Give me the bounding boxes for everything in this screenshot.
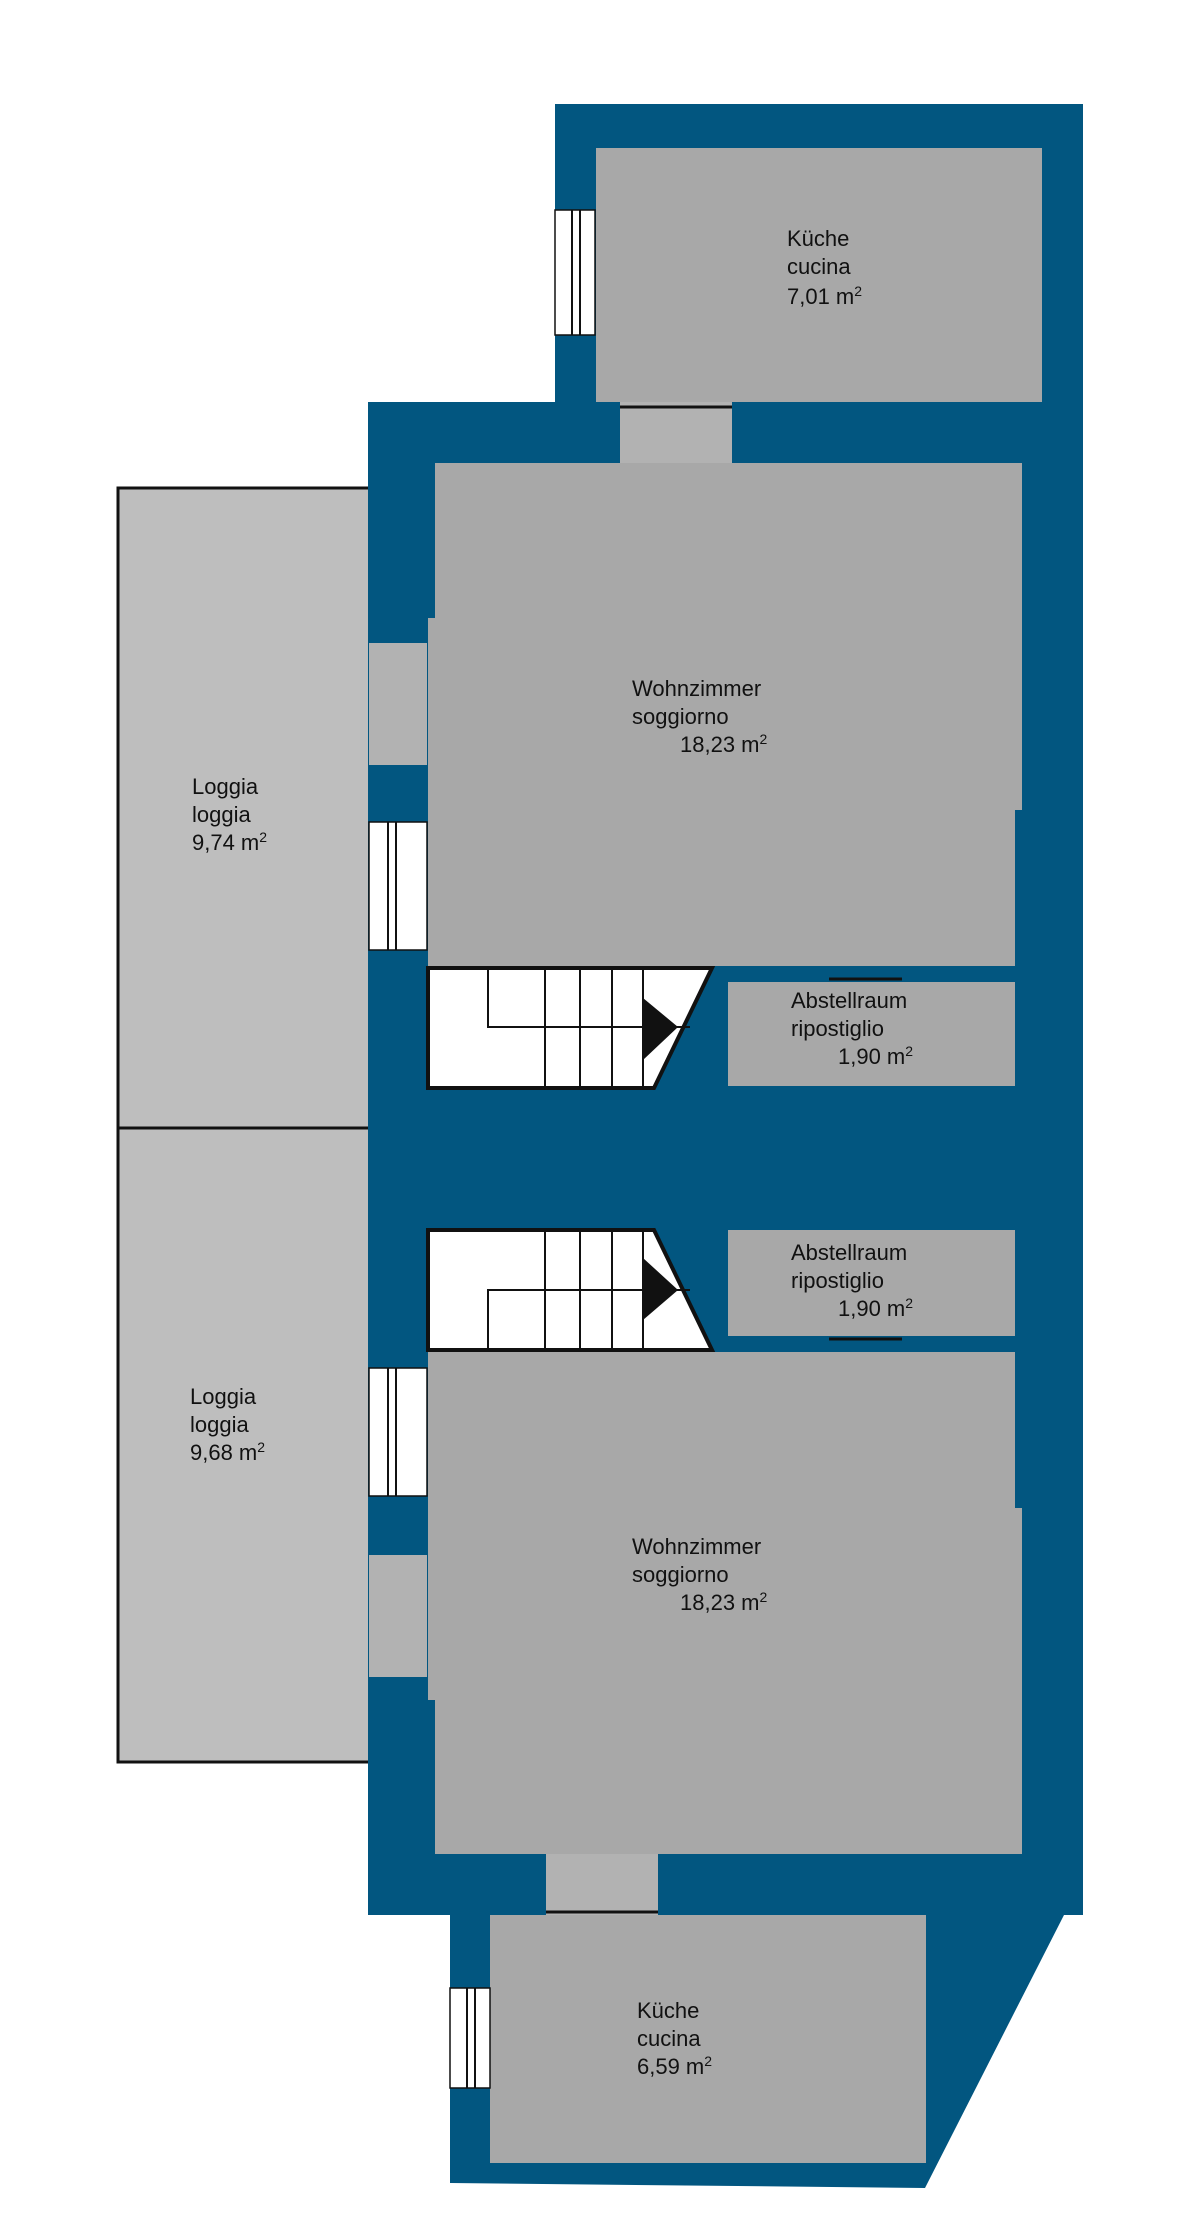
room-name-de: Küche — [787, 226, 850, 251]
svg-text:Küche — [637, 1998, 699, 2023]
room-name-de: Abstellraum — [791, 1240, 908, 1265]
svg-text:Abstellraum — [791, 988, 907, 1013]
room-kitchen-bottom — [490, 1915, 926, 2163]
room-name-it: loggia — [190, 1412, 249, 1437]
room-area: 1,90 m — [838, 1044, 906, 1069]
svg-text:Loggia — [190, 1384, 257, 1409]
svg-text:soggiorno — [632, 704, 729, 729]
svg-text:1,90 m2 — [838, 1043, 913, 1069]
room-area: 7,01 m — [787, 284, 855, 309]
window-kitchen-top — [555, 210, 595, 335]
area-unit-superscript: 2 — [905, 1295, 914, 1311]
room-area: 9,68 m — [190, 1440, 258, 1465]
area-unit-superscript: 2 — [257, 1439, 266, 1455]
svg-text:cucina — [787, 254, 851, 279]
room-name-de: Wohnzimmer — [632, 676, 762, 701]
room-name-de: Küche — [637, 1998, 700, 2023]
door-opening-loggia-bottom — [369, 1555, 427, 1677]
svg-text:9,74 m2 — [192, 829, 267, 855]
svg-text:Wohnzimmer — [632, 676, 761, 701]
room-name-it: ripostiglio — [791, 1016, 884, 1041]
svg-text:loggia — [190, 1412, 249, 1437]
area-unit-superscript: 2 — [704, 2053, 713, 2069]
area-unit-superscript: 2 — [759, 731, 768, 747]
room-name-it: soggiorno — [632, 704, 729, 729]
svg-text:18,23 m2 — [680, 1589, 768, 1615]
room-area: 18,23 m — [680, 1590, 760, 1615]
svg-text:ripostiglio — [791, 1268, 884, 1293]
svg-text:loggia — [192, 802, 251, 827]
svg-text:soggiorno — [632, 1562, 729, 1587]
svg-text:cucina — [637, 2026, 701, 2051]
svg-text:ripostiglio — [791, 1016, 884, 1041]
door-opening-kitchen-bottom — [546, 1854, 658, 1919]
area-unit-superscript: 2 — [905, 1043, 914, 1059]
room-name-de: Wohnzimmer — [632, 1534, 762, 1559]
area-unit-superscript: 2 — [259, 829, 268, 845]
svg-text:6,59 m2 — [637, 2053, 712, 2079]
room-name-it: cucina — [637, 2026, 701, 2051]
window-loggia-top — [369, 822, 427, 950]
svg-text:18,23 m2 — [680, 731, 768, 757]
svg-text:7,01 m2 — [787, 283, 862, 309]
room-name-de: Loggia — [192, 774, 259, 799]
door-opening-loggia-top — [369, 643, 427, 765]
room-name-de: Loggia — [190, 1384, 257, 1409]
svg-text:Loggia — [192, 774, 259, 799]
room-name-it: loggia — [192, 802, 251, 827]
room-name-it: ripostiglio — [791, 1268, 884, 1293]
window-kitchen-bottom — [450, 1988, 490, 2088]
svg-text:9,68 m2 — [190, 1439, 265, 1465]
area-unit-superscript: 2 — [759, 1589, 768, 1605]
svg-text:Abstellraum — [791, 1240, 907, 1265]
room-area: 9,74 m — [192, 830, 260, 855]
window-loggia-bottom — [369, 1368, 427, 1496]
room-name-it: soggiorno — [632, 1562, 729, 1587]
svg-text:Wohnzimmer — [632, 1534, 761, 1559]
svg-text:1,90 m2 — [838, 1295, 913, 1321]
room-area: 18,23 m — [680, 732, 760, 757]
room-name-it: cucina — [787, 254, 851, 279]
svg-text:Küche — [787, 226, 849, 251]
room-name-de: Abstellraum — [791, 988, 908, 1013]
room-area: 1,90 m — [838, 1296, 906, 1321]
door-opening-kitchen-top — [620, 400, 732, 465]
room-area: 6,59 m — [637, 2054, 705, 2079]
area-unit-superscript: 2 — [854, 283, 863, 299]
